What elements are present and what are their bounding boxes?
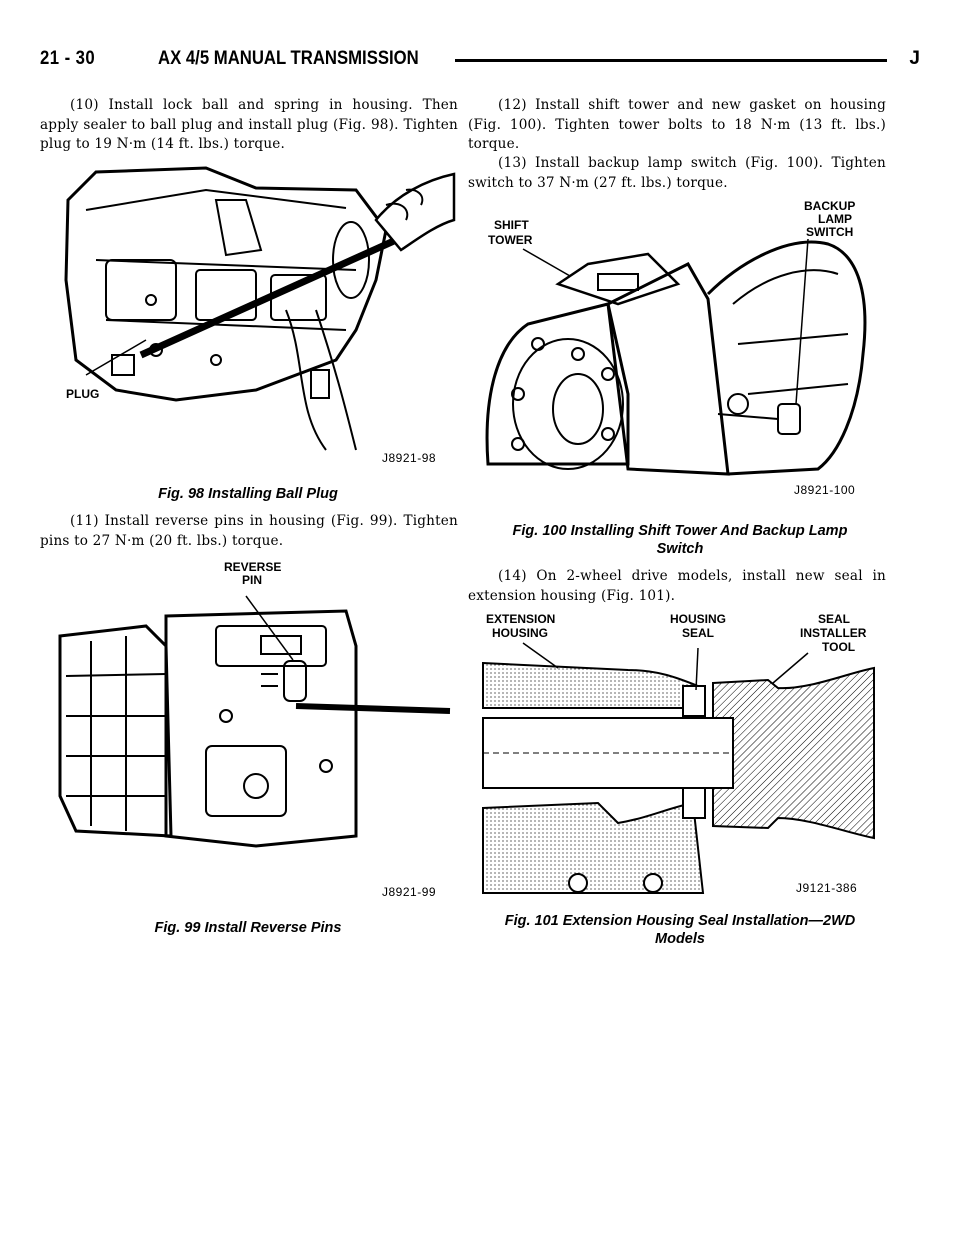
page-number: 21 - 30 — [40, 48, 96, 69]
section-letter: J — [909, 48, 920, 69]
fig-100-label-backup: BACKUP — [804, 199, 856, 213]
fig-100-caption-line-1: Fig. 100 Installing Shift Tower And Backup Lamp — [512, 523, 848, 539]
step-10-text: (10) Install lock ball and spring in housing. Then apply sealer to ball plug and install plug (Fig. 98). Tighten plug to 19 N·m (14 ft. lbs.) torque. — [40, 97, 458, 152]
fig-101-caption-line-1: Fig. 101 Extension Housing Seal Installation—2WD — [504, 913, 856, 929]
fig-100-id: J8921-100 — [794, 483, 856, 497]
fig-99-illustration — [56, 556, 456, 906]
fig-100-caption — [480, 522, 880, 558]
fig-101-label-tool: TOOL — [822, 640, 856, 654]
header-rule — [455, 59, 887, 62]
fig-101-caption-line-2: Models — [655, 931, 705, 947]
fig-100-illustration — [478, 194, 878, 504]
fig-101-illustration — [478, 608, 878, 908]
section-title: AX 4/5 MANUAL TRANSMISSION — [158, 48, 419, 69]
fig-100-label-switch: SWITCH — [806, 225, 854, 239]
fig-99-caption: Fig. 99 Install Reverse Pins — [154, 920, 342, 936]
step-12-text: (12) Install shift tower and new gasket on housing (Fig. 100). Tighten tower bolts to 18 N·m (13 ft. lbs.) torque. — [468, 97, 886, 152]
step-11-text: (11) Install reverse pins in housing (Fig. 99). Tighten pins to 27 N·m (20 ft. lbs.) torque. — [40, 513, 458, 549]
fig-99-id: J8921-99 — [382, 885, 437, 899]
fig-101-label-installer: INSTALLER — [800, 626, 867, 640]
page-header — [40, 48, 920, 74]
fig-101-label-housing-seal-1: HOUSING — [670, 612, 727, 626]
fig-100-label-shift: SHIFT — [494, 218, 529, 232]
fig-98-id: J8921-98 — [382, 451, 437, 465]
fig-99-label-reverse: REVERSE — [224, 560, 282, 574]
fig-99-label-pin: PIN — [242, 573, 263, 587]
fig-100-label-tower: TOWER — [488, 233, 533, 247]
fig-101-caption — [470, 912, 890, 948]
fig-101-id: J9121-386 — [796, 881, 858, 895]
fig-101-label-seal: SEAL — [818, 612, 851, 626]
fig-98-caption: Fig. 98 Installing Ball Plug — [158, 486, 338, 502]
fig-100-caption-line-2: Switch — [656, 541, 704, 557]
fig-98-label-plug: PLUG — [66, 387, 100, 401]
fig-101-label-housing: HOUSING — [492, 626, 549, 640]
fig-100-label-lamp: LAMP — [818, 212, 852, 226]
fig-98-illustration — [56, 160, 456, 480]
step-14-text: (14) On 2-wheel drive models, install new seal in extension housing (Fig. 101). — [468, 568, 886, 604]
step-13-text: (13) Install backup lamp switch (Fig. 100). Tighten switch to 37 N·m (27 ft. lbs.) torque. — [468, 155, 886, 191]
fig-101-label-housing-seal-2: SEAL — [682, 626, 715, 640]
fig-101-label-extension: EXTENSION — [486, 612, 556, 626]
